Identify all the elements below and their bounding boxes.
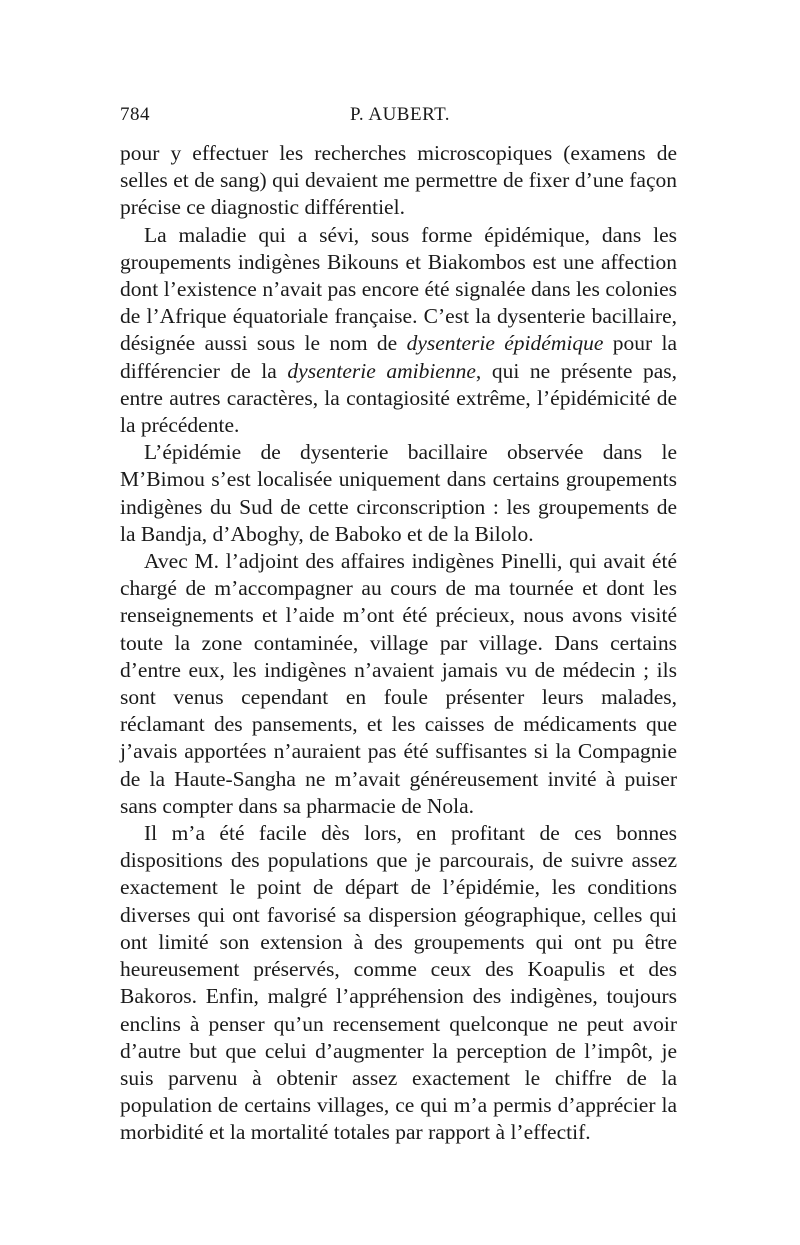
running-head: P. AUBERT. [349, 104, 451, 125]
page-number: 784 [120, 104, 150, 125]
paragraph-1: pour y effectuer les recherches microscopiques (examens de selles et de sang) qui devaient me permettre de fixer d’une façon précise ce diagnostic différentiel. [120, 141, 677, 220]
page-header [120, 104, 680, 134]
paragraph-2-text-b: pour la différencier de la [120, 331, 677, 383]
paragraph-2 [120, 222, 677, 440]
paragraph-5: Il m’a été facile dès lors, en profitant de ces bonnes dispositions des populations que je parcourais, de suivre assez exactement le point de départ de l’épidémie, les conditions diverses qui ont favorisé sa dispersion géographique, celles qui ont limité son extension à des groupements qui ont pu être heureusement préservés, comme ceux des Koapulis et des Bakoros. Enfin, malgré l’appréhension des indigènes, toujours enclins à penser qu’un recensement quelconque ne peut avoir d’autre but que celui d’augmenter la perception de l’impôt, je suis parvenu à obtenir assez exactement le chiffre de la population de certains villages, ce qui m’a permis d’apprécier la morbidité et la mortalité totales par rapport à l’effectif. [120, 821, 677, 1145]
paragraph-2-text-a: La maladie qui a sévi, sous forme épidémique, dans les groupements indigènes Bikouns et Biakombos est une affection dont l’existence n’avait pas encore été signalée dans les colonies de l’Afrique équatoriale française. C’est la dysenterie bacillaire, désignée aussi sous le nom de [120, 222, 677, 356]
paragraph-2-italic-term-1: dysenterie épidémique [406, 331, 604, 356]
paragraph-3: L’épidémie de dysenterie bacillaire observée dans le M’Bimou s’est localisée uniquement dans certains groupements indigènes du Sud de cette circonscription : les groupements de la Bandja, d’Aboghy, de Baboko et de la Bilolo. [120, 440, 677, 546]
paragraph-2-italic-term-2: dysenterie amibienne [287, 358, 476, 383]
paragraph-4: Avec M. l’adjoint des affaires indigènes Pinelli, qui avait été chargé de m’accompagner au cours de ma tournée et dont les renseignements et l’aide m’ont été précieux, nous avons visité toute la zone contaminée, village par village. Dans certains d’entre eux, les indigènes n’avaient jamais vu de médecin ; ils sont venus cependant en foule présenter leurs malades, réclamant des pansements, et les caisses de médicaments que j’avais apportées n’auraient pas été suffisantes si la Compagnie de la Haute-Sangha ne m’avait généreusement invité à puiser sans compter dans sa pharmacie de Nola. [120, 549, 677, 818]
body-text [120, 140, 677, 1147]
paragraph-2-text-c: , qui ne présente pas, entre autres caractères, la contagiosité extrême, l’épidémicité de la précédente. [120, 358, 677, 438]
